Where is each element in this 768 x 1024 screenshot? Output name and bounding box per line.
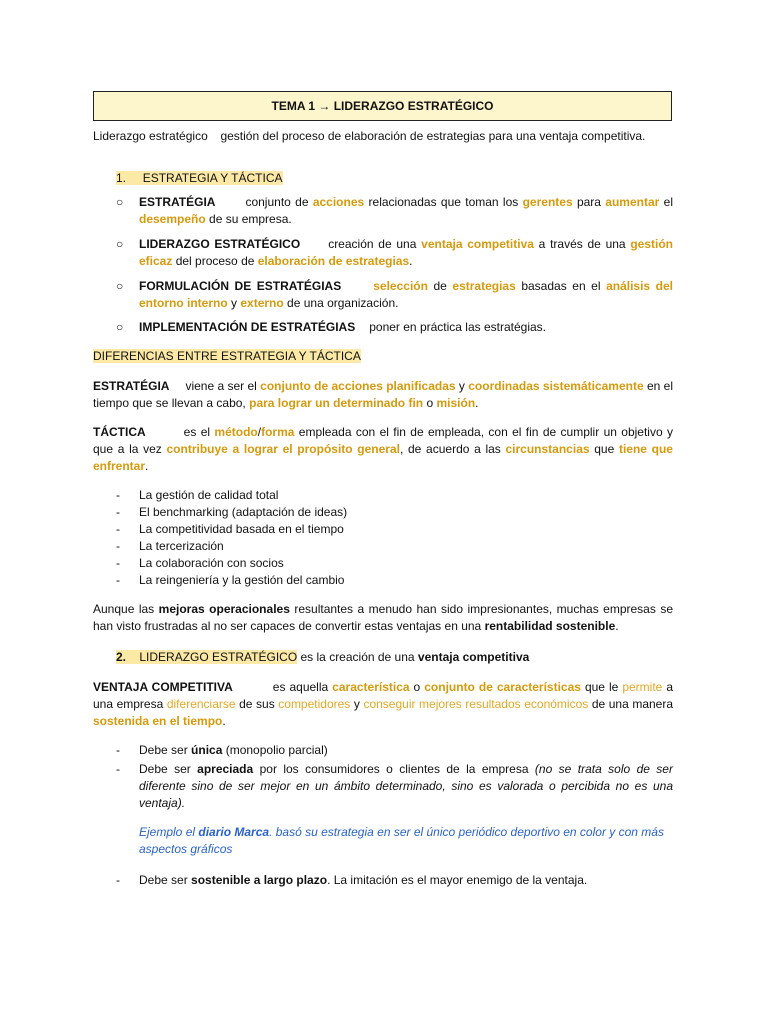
ventaja-term: VENTAJA COMPETITIVA [93,680,233,694]
list-item: La reingeniería y la gestión del cambio [139,573,345,587]
list-item: La tercerización [139,539,224,553]
mejoras-paragraph: Aunque las mejoras operacionales resultantes a menudo han sido impresionantes, muchas empresas se han visto frustradas al no ser capaces de convertir estas ventajas en una rentabilidad sostenible. [93,602,673,633]
definition-term: FORMULACIÓN DE ESTRATÉGIAS [139,279,342,293]
dash-bullet-icon: - [116,539,120,553]
section-2-label: LIDERAZGO ESTRATÉGICO [139,650,298,664]
section-2-heading: 2. LIDERAZGO ESTRATÉGICO es la creación de una ventaja competitiva [116,650,530,664]
definition-term: ESTRATÉGIA [139,195,216,209]
estrategia-paragraph: ESTRATÉGIA viene a ser el conjunto de acciones planificadas y coordinadas sistemáticamente en el tiempo que se llevan a cabo, para lograr un determinado fin o misión. [93,379,673,410]
example-paragraph: Ejemplo el diario Marca. basó su estrategia en ser el único periódico deportivo en color y con más aspectos gráficos [139,825,664,856]
list-item: La colaboración con socios [139,556,284,570]
requirement-sostenible: Debe ser sostenible a largo plazo. La imitación es el mayor enemigo de la ventaja. [139,873,588,887]
section-1-number: 1. [116,171,127,185]
intro-term: Liderazgo estratégico [93,129,208,143]
definition-formulacion: FORMULACIÓN DE ESTRATÉGIAS selección de estrategias basadas en el análisis del entorno interno y externo de una organización. [139,279,674,310]
intro-paragraph [93,128,673,145]
ventaja-paragraph: VENTAJA COMPETITIVA es aquella característica o conjunto de características que le permite a una empresa diferenciarse de sus competidores y conseguir mejores resultados económicos de una manera sostenida en el tiempo. [93,680,674,728]
dash-bullet-icon: - [116,762,120,776]
requirement-unica: Debe ser única (monopolio parcial) [139,743,328,757]
section-1-highlight [116,171,283,185]
dash-bullet-icon: - [116,873,120,887]
definition-liderazgo: LIDERAZGO ESTRATÉGICO creación de una ventaja competitiva a través de una gestión eficaz del proceso de elaboración de estrategias. [139,237,674,268]
list-item: El benchmarking (adaptación de ideas) [139,505,348,519]
dash-bullet-icon: - [116,488,120,502]
section-2-number: 2. [116,650,127,664]
list-item: La competitividad basada en el tiempo [139,522,344,536]
section-2-highlight [116,650,297,664]
circle-bullet-icon: ○ [116,237,124,251]
example-highlight: diario Marca [198,825,270,839]
page-title-text: TEMA 1 → LIDERAZGO ESTRATÉGICO [271,99,494,113]
circle-bullet-icon: ○ [116,195,124,209]
definition-term: IMPLEMENTACIÓN DE ESTRATÉGIAS [139,320,356,334]
circle-bullet-icon: ○ [116,279,124,293]
definition-term: LIDERAZGO ESTRATÉGICO [139,237,301,251]
differences-heading-text: DIFERENCIAS ENTRE ESTRATEGIA Y TÁCTICA [93,349,361,363]
dash-bullet-icon: - [116,522,120,536]
page-title [93,91,672,121]
dash-bullet-icon: - [116,556,120,570]
tactica-term: TÁCTICA [93,425,146,439]
dash-bullet-icon: - [116,573,120,587]
circle-bullet-icon: ○ [116,320,124,334]
tactica-paragraph: TÁCTICA es el método/forma empleada con el fin de empleada, con el fin de cumplir un objetivo y que a la vez contribuye a lograr el propósito general, de acuerdo a las circunstancias que tiene que enfrentar. [93,425,673,473]
section-1-label: ESTRATEGIA Y TÁCTICA [142,171,283,185]
intro-definition: gestión del proceso de elaboración de estrategias para una ventaja competitiva. [220,129,646,143]
list-item: La gestión de calidad total [139,488,279,502]
dash-bullet-icon: - [116,743,120,757]
differences-heading [93,348,673,365]
dash-bullet-icon: - [116,505,120,519]
requirement-apreciada: Debe ser apreciada por los consumidores o clientes de la empresa (no se trata solo de ser diferente sino de ser mejor en un ámbito determinado, sino es valorada o percibida no es una ventaja). [139,762,673,810]
estrategia-term: ESTRATÉGIA [93,379,170,393]
definition-implementacion: IMPLEMENTACIÓN DE ESTRATÉGIAS poner en práctica las estratégias. [139,320,546,334]
definition-estrategia: ESTRATÉGIA conjunto de acciones relacionadas que toman los gerentes para aumentar el desempeño de su empresa. [139,195,673,226]
section-1-heading [116,170,416,187]
